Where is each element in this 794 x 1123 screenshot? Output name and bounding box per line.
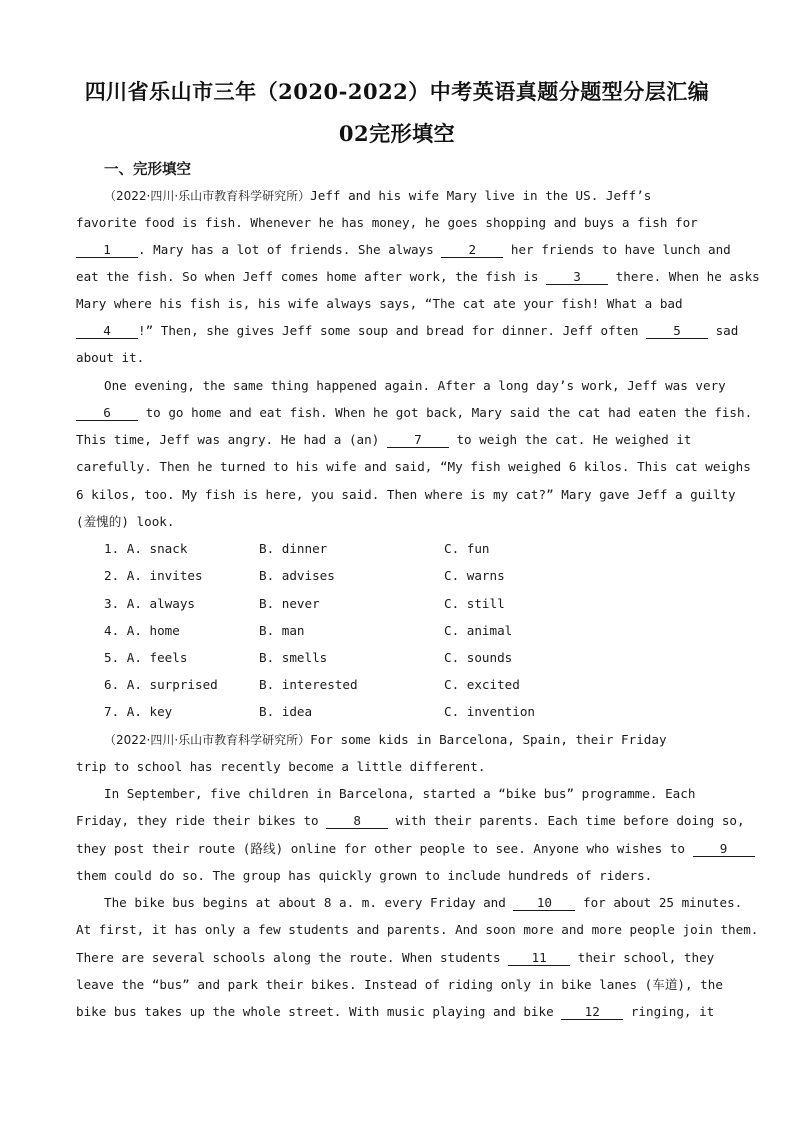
- passage2-line: trip to school has recently become a little different.: [76, 759, 486, 774]
- passage1-line: eat the fish. So when Jeff comes home after work, the fish is 3 there. When he asks: [76, 269, 760, 284]
- section-heading: 一、完形填空: [104, 162, 191, 178]
- passage2-line: bike bus takes up the whole street. With music playing and bike 12 ringing, it: [76, 1004, 715, 1019]
- passage1-line: carefully. Then he turned to his wife and said, “My fish weighed 6 kilos. This cat weighs: [76, 459, 751, 474]
- option-b: B. man: [259, 623, 305, 638]
- passage1-line: favorite food is fish. Whenever he has money, he goes shopping and buys a fish for: [76, 215, 698, 230]
- passage1-line: （2022·四川·乐山市教育科学研究所）Jeff and his wife Mary live in the US. Jeff’s: [104, 188, 652, 203]
- option-b: B. never: [259, 596, 320, 611]
- passage1-line: about it.: [76, 350, 145, 365]
- blank-3: 3: [546, 270, 608, 285]
- passage1-line: One evening, the same thing happened again. After a long day’s work, Jeff was very: [104, 378, 726, 393]
- option-c: C. invention: [444, 704, 535, 719]
- blank-12: 12: [561, 1005, 623, 1020]
- option-b: B. smells: [259, 650, 328, 665]
- option-b: B. idea: [259, 704, 313, 719]
- blank-2: 2: [441, 243, 503, 258]
- option-b: B. advises: [259, 568, 335, 583]
- option-b: B. dinner: [259, 541, 328, 556]
- passage2-line: they post their route (路线) online for other people to see. Anyone who wishes to 9: [76, 841, 755, 857]
- document-subtitle: 02完形填空: [338, 121, 456, 146]
- passage2-line: At first, it has only a few students and parents. And soon more and more people join them.: [76, 922, 759, 937]
- passage2-line: （2022·四川·乐山市教育科学研究所）For some kids in Barcelona, Spain, their Friday: [104, 732, 667, 747]
- option-a: 3. A. always: [104, 596, 195, 611]
- option-a: 6. A. surprised: [104, 677, 218, 692]
- passage2-line: leave the “bus” and park their bikes. Instead of riding only in bike lanes (车道), the: [76, 977, 723, 992]
- passage1-line: 4 !” Then, she gives Jeff some soup and bread for dinner. Jeff often 5 sad: [76, 323, 738, 339]
- passage1-line: (羞愧的) look.: [76, 514, 175, 529]
- option-a: 4. A. home: [104, 623, 180, 638]
- passage1-line: 6 kilos, too. My fish is here, you said. Then where is my cat?” Mary gave Jeff a guilty: [76, 487, 736, 502]
- blank-6: 6: [76, 406, 138, 421]
- passage1-line: This time, Jeff was angry. He had a (an) 7 to weigh the cat. He weighed it: [76, 432, 692, 447]
- source-citation: （2022·四川·乐山市教育科学研究所）: [104, 189, 311, 203]
- option-c: C. still: [444, 596, 505, 611]
- blank-11: 11: [508, 951, 570, 966]
- blank-10: 10: [513, 896, 575, 911]
- passage1-line: 1 . Mary has a lot of friends. She always 2 her friends to have lunch and: [76, 242, 731, 258]
- passage2-line: Friday, they ride their bikes to 8 with their parents. Each time before doing so,: [76, 813, 745, 828]
- blank-5: 5: [646, 324, 708, 339]
- option-c: C. warns: [444, 568, 505, 583]
- passage2-line: The bike bus begins at about 8 a. m. every Friday and 10 for about 25 minutes.: [104, 895, 743, 910]
- blank-1: 1: [76, 243, 138, 258]
- passage2-line: There are several schools along the route. When students 11 their school, they: [76, 950, 715, 965]
- option-c: C. animal: [444, 623, 513, 638]
- blank-9: 9: [693, 842, 755, 857]
- option-c: C. excited: [444, 677, 520, 692]
- option-b: B. interested: [259, 677, 358, 692]
- option-a: 2. A. invites: [104, 568, 203, 583]
- passage2-line: In September, five children in Barcelona, started a “bike bus” programme. Each: [104, 786, 696, 801]
- passage1-line: Mary where his fish is, his wife always says, “The cat ate your fish! What a bad: [76, 296, 683, 311]
- blank-7: 7: [387, 433, 449, 448]
- document-title: 四川省乐山市三年（2020-2022）中考英语真题分题型分层汇编: [84, 79, 710, 104]
- blank-8: 8: [326, 814, 388, 829]
- option-a: 1. A. snack: [104, 541, 188, 556]
- option-a: 5. A. feels: [104, 650, 188, 665]
- source-citation: （2022·四川·乐山市教育科学研究所）: [104, 733, 311, 747]
- passage1-line: 6 to go home and eat fish. When he got back, Mary said the cat had eaten the fish.: [76, 405, 752, 421]
- option-a: 7. A. key: [104, 704, 173, 719]
- blank-4: 4: [76, 324, 138, 339]
- option-c: C. sounds: [444, 650, 513, 665]
- passage2-line: them could do so. The group has quickly grown to include hundreds of riders.: [76, 868, 653, 883]
- option-c: C. fun: [444, 541, 490, 556]
